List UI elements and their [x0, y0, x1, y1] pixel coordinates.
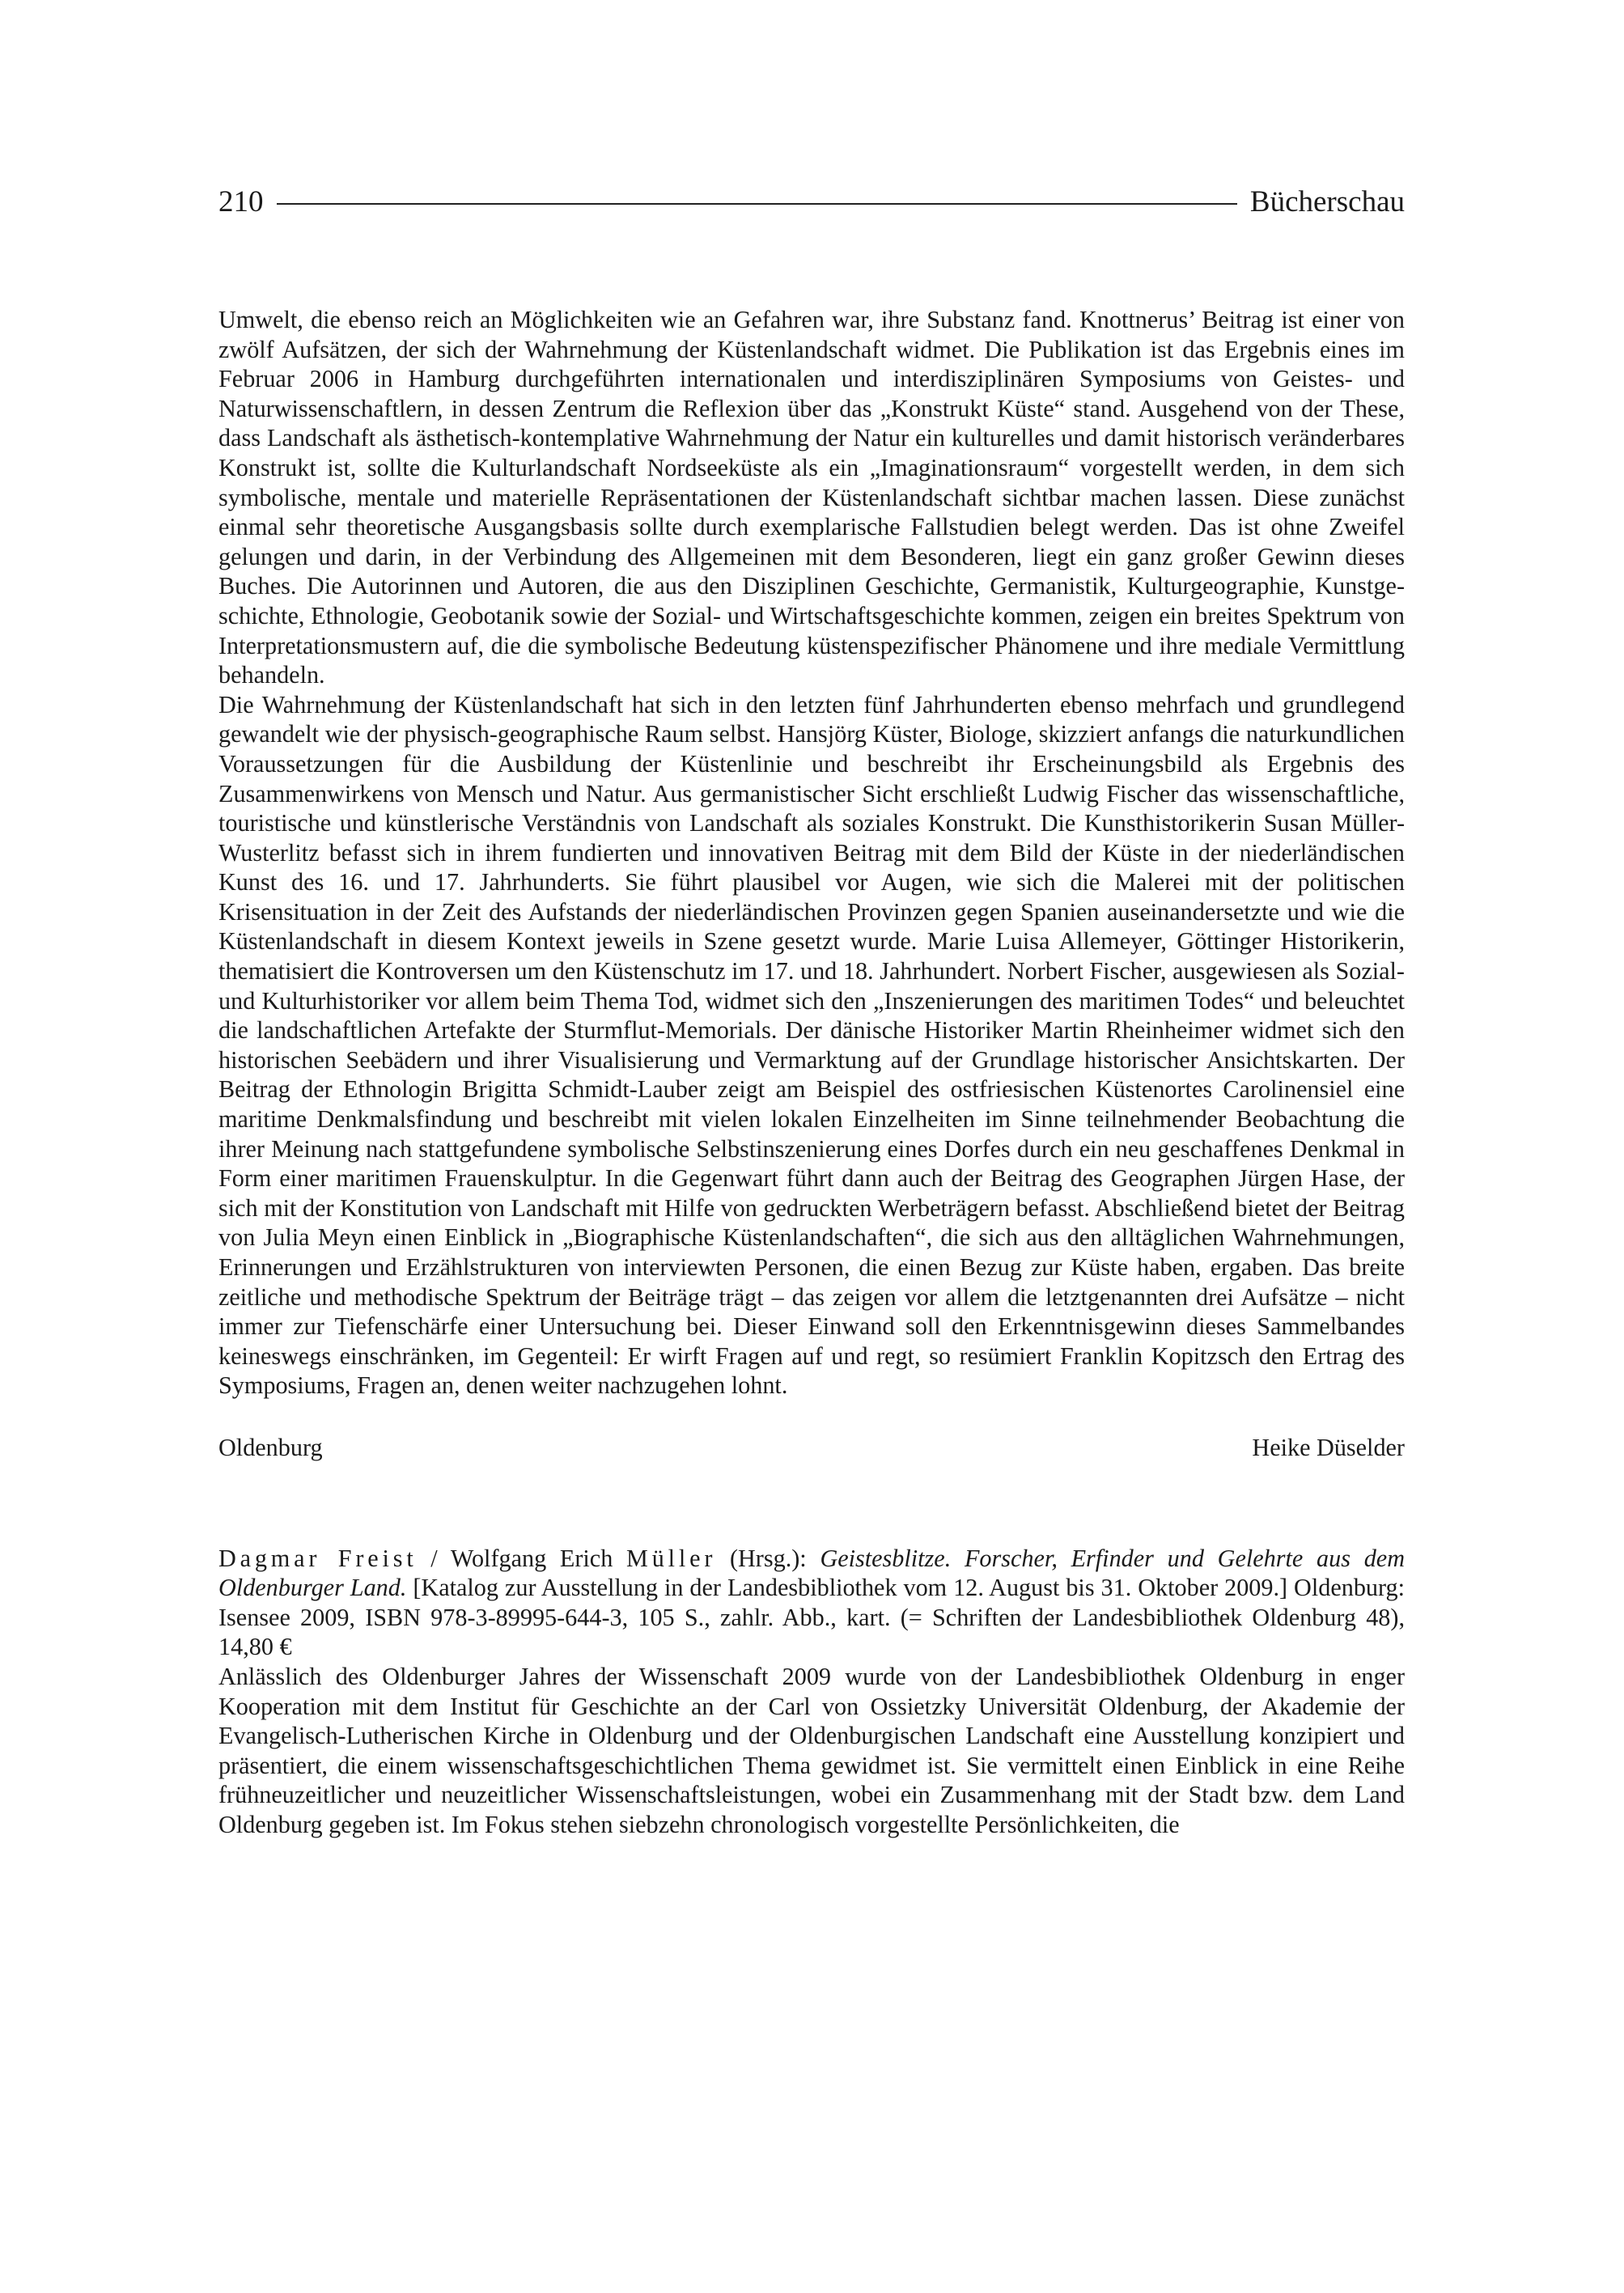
header-rule [277, 203, 1237, 205]
review-body [218, 305, 1405, 1401]
author-2-given: Wolfgang Erich [450, 1544, 627, 1572]
editor-note: (Hrsg.): [716, 1544, 820, 1572]
next-review [218, 1544, 1405, 1840]
next-review-paragraph-1: Anlässlich des Oldenburger Jahres der Wissenschaft 2009 wurde von der Landesbibliothek Oldenburg in enger Kooperation mit dem Institut für Geschichte an der Carl von Ossietzky Universität Oldenburg, der Akademie der Evangelisch-Lutherischen Kirche in Oldenburg und der Oldenburgischen Landschaft eine Ausstellung konzipiert und präsentiert, die einem wissenschaftsgeschichtlichen Thema gewidmet ist. Sie vermittelt einen Einblick in eine Reihe frühneuzeitlicher und neuzeitlicher Wissenschaftsleistungen, wobei ein Zusammenhang mit der Stadt bzw. dem Land Oldenburg gegeben ist. Im Fokus stehen siebzehn chronologisch vorgestellte Persönlichkeiten, die [218, 1662, 1405, 1838]
author-separator: / [417, 1544, 451, 1572]
running-head [218, 182, 1405, 223]
book-page [218, 182, 1405, 1840]
book-title: Geistesblitze. Forscher, Erfinder und Gelehrte aus dem Oldenburger Land. [218, 1544, 1406, 1602]
book-details: [Katalog zur Ausstellung in der Landesbibliothek vom 12. August bis 31. Oktober 2009.] Oldenburg: Isensee 2009, ISBN 978-3-89995-644-3, 105 S., zahlr. Abb., kart. (= Schriften der Landesbibliothek Oldenburg 48), 14,80 € [218, 1574, 1405, 1661]
author-2-surname: Müller [626, 1544, 717, 1572]
review-paragraph-2: Die Wahrnehmung der Küstenlandschaft hat sich in den letzten fünf Jahrhunderten ebenso mehrfach und grundlegend gewandelt wie der physisch-geographische Raum selbst. Hansjörg Küster, Biologe, skizziert anfangs die naturkundlichen Voraussetzungen für die Ausbildung der Küstenlinie und beschreibt ihr Erscheinungsbild als Ergebnis des Zusammenwirkens von Mensch und Natur. Aus germanistischer Sicht erschließt Ludwig Fischer das wissenschaftliche, touristische und künstlerische Verständnis von Landschaft als soziales Konstrukt. Die Kunsthistorikerin Susan Müller-Wusterlitz befasst sich in ihrem fundierten und innovativen Beitrag mit dem Bild der Küste in der niederländischen Kunst des 16. und 17. Jahrhunderts. Sie führt plausibel vor Augen, wie sich die Malerei mit der politischen Krisensituation in der Zeit des Aufstands der niederländischen Provinzen gegen Spanien auseinandersetzte und wie die Küstenlandschaft in diesem Kontext jeweils in Szene gesetzt wurde. Marie Luisa Allemeyer, Göttinger Historikerin, thematisiert die Kontroversen um den Küstenschutz im 17. und 18. Jahrhundert. Norbert Fischer, ausgewiesen als Sozial- und Kulturhistoriker vor allem beim Thema Tod, widmet sich den „Inszenierungen des maritimen Todes“ und beleuchtet die landschaftlichen Artefakte der Sturmflut-Memorials. Der dänische Historiker Martin Rheinheimer widmet sich den historischen Seebädern und ihrer Visualisierung und Vermarktung auf der Grundlage historischer Ansichtskarten. Der Beitrag der Ethnologin Brigitta Schmidt-Lauber zeigt am Beispiel des ostfriesischen Küstenortes Carolinensiel eine maritime Denkmalsfindung und beschreibt mit vielen lokalen Einzelheiten im Sinne teilnehmender Beobachtung die ihrer Meinung nach stattgefundene symbolische Selbstinszenierung eines Dorfes durch ein neu geschaffenes Denkmal in Form einer maritimen Frauenskulptur. In die Gegenwart führt dann auch der Beitrag des Geographen Jürgen Hase, der sich mit der Konstitution von Landschaft mit Hilfe von gedruckten Werbeträgern befasst. Abschließend bietet der Beitrag von Julia Meyn einen Einblick in „Biographische Küstenlandschaften“, die sich aus den alltäglichen Wahrnehmungen, Erinnerungen und Erzählstrukturen von interviewten Personen, die einen Bezug zur Küste haben, ergaben. Das breite zeitliche und methodische Spektrum der Beiträge trägt – das zeigen vor allem die letztgenannten drei Aufsätze – nicht immer zur Tiefenschärfe einer Untersuchung bei. Dieser Einwand soll den Erkenntnisgewinn dieses Sammelbandes keineswegs einschränken, im Gegenteil: Er wirft Fragen auf und regt, so resümiert Franklin Kopitzsch den Ertrag des Symposiums, Fragen an, denen weiter nachzugehen lohnt. [218, 690, 1405, 1400]
page-number: 210 [218, 185, 264, 218]
section-title: Bücherschau [1249, 185, 1405, 218]
author-1: Dagmar Freist [218, 1544, 418, 1572]
reviewer-name: Heike Düselder [1252, 1433, 1405, 1461]
review-signoff [218, 1433, 1405, 1463]
review-paragraph-1: Umwelt, die ebenso reich an Möglichkeiten wie an Gefahren war, ihre Substanz fand. Knottnerus’ Beitrag ist einer von zwölf Aufsätzen, der sich der Wahrnehmung der Küstenlandschaft widmet. Die Publikation ist das Ergebnis eines im Februar 2006 in Hamburg durchgeführten internationalen und interdisziplinären Symposiums von Geistes- und Naturwissenschaftlern, in dessen Zentrum die Reflexion über das „Konstrukt Küste“ stand. Ausgehend von der These, dass Landschaft als ästhetisch-kontemplative Wahrnehmung der Natur ein kulturelles und damit historisch veränderbares Konstrukt ist, sollte die Kulturlandschaft Nordseeküste als ein „Imaginationsraum“ vorgestellt werden, in dem sich symbolische, mentale und materielle Repräsentationen der Küstenlandschaft sichtbar machen lassen. Diese zunächst einmal sehr theoretische Ausgangsbasis sollte durch exemplarische Fallstudien belegt werden. Das ist ohne Zweifel gelungen und darin, in der Verbindung des Allgemeinen mit dem Besonderen, liegt ein ganz großer Gewinn dieses Buches. Die Autorinnen und Autoren, die aus den Disziplinen Geschichte, Germanistik, Kulturgeographie, Kunstgeschichte, Ethnologie, Geobotanik sowie der Sozial- und Wirtschaftsgeschichte kommen, zeigen ein breites Spektrum von Interpretationsmustern auf, die die symbolische Bedeutung küstenspezifischer Phänomene und ihre mediale Vermittlung behandeln. [218, 306, 1405, 689]
review-place: Oldenburg [218, 1433, 323, 1461]
bibliographic-entry [218, 1544, 1405, 1662]
